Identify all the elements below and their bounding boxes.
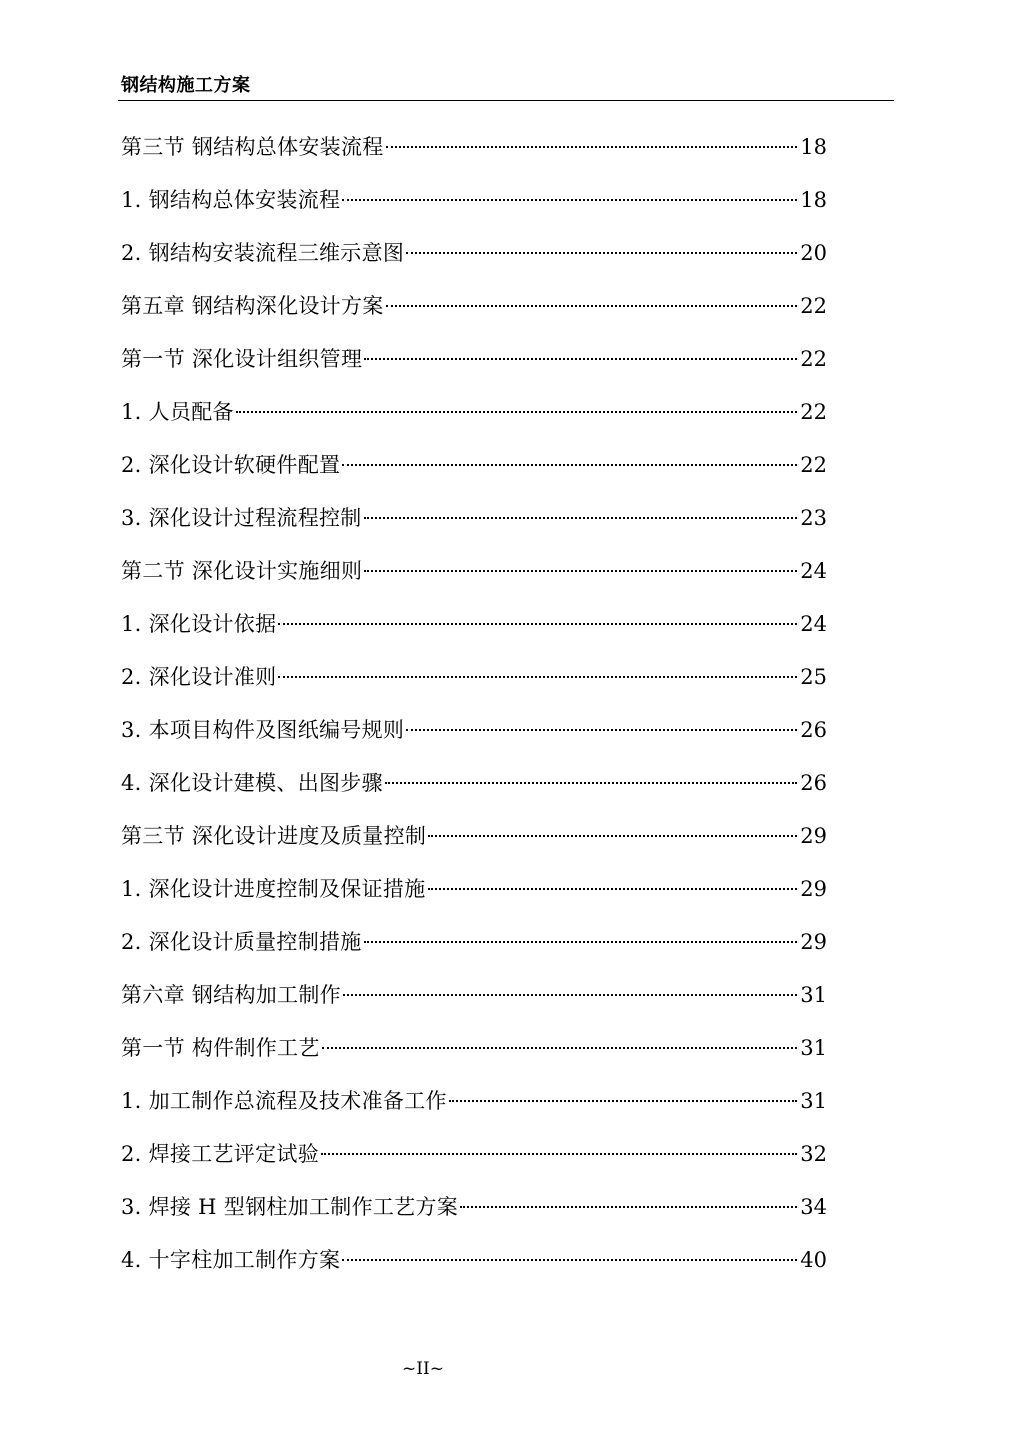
toc-entry-page-number: 18 — [800, 135, 827, 159]
toc-entry-page-number: 22 — [800, 294, 827, 318]
toc-entry-label: 第三节 深化设计进度及质量控制 — [121, 824, 427, 848]
toc-entry-label: 4. 深化设计建模、出图步骤 — [121, 771, 383, 795]
toc-entry-page-number: 22 — [800, 400, 827, 424]
toc-dot-leader — [449, 1100, 797, 1102]
toc-entry-label: 2. 深化设计质量控制措施 — [121, 930, 362, 954]
toc-entry-label: 2. 深化设计软硬件配置 — [121, 453, 341, 477]
toc-entry[interactable] — [121, 662, 827, 715]
toc-dot-leader — [428, 888, 798, 890]
toc-entry-page-number: 26 — [800, 771, 827, 795]
toc-entry-label: 1. 人员配备 — [121, 400, 234, 424]
toc-entry[interactable] — [121, 238, 827, 291]
toc-entry[interactable] — [121, 1192, 827, 1245]
toc-entry-label: 第二节 深化设计实施细则 — [121, 559, 363, 583]
toc-dot-leader — [322, 1047, 798, 1049]
toc-entry-label: 1. 深化设计依据 — [121, 612, 277, 636]
header-divider — [118, 100, 894, 101]
toc-entry[interactable] — [121, 503, 827, 556]
toc-entry[interactable] — [121, 1139, 827, 1192]
toc-entry[interactable] — [121, 768, 827, 821]
toc-entry-page-number: 29 — [800, 877, 827, 901]
toc-entry[interactable] — [121, 1086, 827, 1139]
toc-entry[interactable] — [121, 609, 827, 662]
toc-entry-page-number: 22 — [800, 347, 827, 371]
footer-page-number: ~II~ — [402, 1359, 444, 1379]
toc-entry[interactable] — [121, 1033, 827, 1086]
toc-entry-label: 3. 本项目构件及图纸编号规则 — [121, 718, 405, 742]
document-header-title: 钢结构施工方案 — [121, 75, 251, 96]
toc-entry-label: 4. 十字柱加工制作方案 — [121, 1248, 341, 1272]
toc-dot-leader — [428, 835, 797, 837]
toc-entry[interactable] — [121, 927, 827, 980]
toc-entry[interactable] — [121, 1245, 827, 1298]
toc-dot-leader — [364, 570, 797, 572]
toc-entry-page-number: 26 — [800, 718, 827, 742]
toc-entry[interactable] — [121, 344, 827, 397]
toc-entry[interactable] — [121, 291, 827, 344]
toc-entry-page-number: 29 — [800, 930, 827, 954]
toc-entry-page-number: 40 — [800, 1248, 827, 1272]
toc-entry[interactable] — [121, 132, 827, 185]
toc-dot-leader — [406, 729, 797, 731]
toc-dot-leader — [386, 146, 798, 148]
toc-entry-label: 第一节 构件制作工艺 — [121, 1036, 320, 1060]
toc-entry[interactable] — [121, 397, 827, 450]
toc-entry-page-number: 20 — [800, 241, 827, 265]
toc-dot-leader — [342, 199, 797, 201]
toc-entry-page-number: 22 — [800, 453, 827, 477]
toc-entry-label: 第三节 钢结构总体安装流程 — [121, 135, 384, 159]
toc-entry-page-number: 24 — [800, 559, 827, 583]
toc-dot-leader — [343, 994, 797, 996]
toc-entry[interactable] — [121, 185, 827, 238]
toc-entry-label: 1. 钢结构总体安装流程 — [121, 188, 341, 212]
toc-entry-page-number: 31 — [800, 1036, 827, 1060]
toc-entry-label: 2. 钢结构安装流程三维示意图 — [121, 241, 405, 265]
toc-dot-leader — [278, 676, 797, 678]
toc-entry[interactable] — [121, 874, 827, 927]
toc-dot-leader — [385, 782, 797, 784]
toc-entry-page-number: 34 — [800, 1195, 827, 1219]
table-of-contents — [121, 132, 827, 1298]
toc-entry[interactable] — [121, 450, 827, 503]
toc-entry-label: 2. 焊接工艺评定试验 — [121, 1142, 320, 1166]
toc-entry[interactable] — [121, 556, 827, 609]
toc-entry-label: 第六章 钢结构加工制作 — [121, 983, 341, 1007]
toc-dot-leader — [278, 623, 797, 625]
toc-dot-leader — [364, 517, 798, 519]
toc-entry-page-number: 25 — [800, 665, 827, 689]
toc-entry-page-number: 32 — [800, 1142, 827, 1166]
toc-dot-leader — [236, 411, 797, 413]
toc-entry-label: 3. 焊接 H 型钢柱加工制作工艺方案 — [121, 1195, 459, 1219]
toc-entry-page-number: 18 — [800, 188, 827, 212]
toc-entry-label: 1. 加工制作总流程及技术准备工作 — [121, 1089, 447, 1113]
toc-entry-page-number: 24 — [800, 612, 827, 636]
toc-entry-label: 3. 深化设计过程流程控制 — [121, 506, 362, 530]
toc-dot-leader — [364, 358, 797, 360]
toc-dot-leader — [406, 252, 797, 254]
toc-entry-page-number: 31 — [800, 983, 827, 1007]
toc-entry-label: 1. 深化设计进度控制及保证措施 — [121, 877, 426, 901]
toc-entry[interactable] — [121, 980, 827, 1033]
toc-entry-page-number: 29 — [800, 824, 827, 848]
toc-entry-page-number: 23 — [800, 506, 827, 530]
toc-entry[interactable] — [121, 715, 827, 768]
toc-entry-label: 第一节 深化设计组织管理 — [121, 347, 363, 371]
toc-dot-leader — [342, 464, 797, 466]
toc-entry[interactable] — [121, 821, 827, 874]
toc-dot-leader — [460, 1206, 797, 1208]
toc-entry-label: 2. 深化设计准则 — [121, 665, 277, 689]
toc-dot-leader — [321, 1153, 797, 1155]
toc-dot-leader — [386, 305, 798, 307]
toc-entry-page-number: 31 — [800, 1089, 827, 1113]
toc-dot-leader — [342, 1259, 797, 1261]
toc-entry-label: 第五章 钢结构深化设计方案 — [121, 294, 384, 318]
toc-dot-leader — [364, 941, 798, 943]
